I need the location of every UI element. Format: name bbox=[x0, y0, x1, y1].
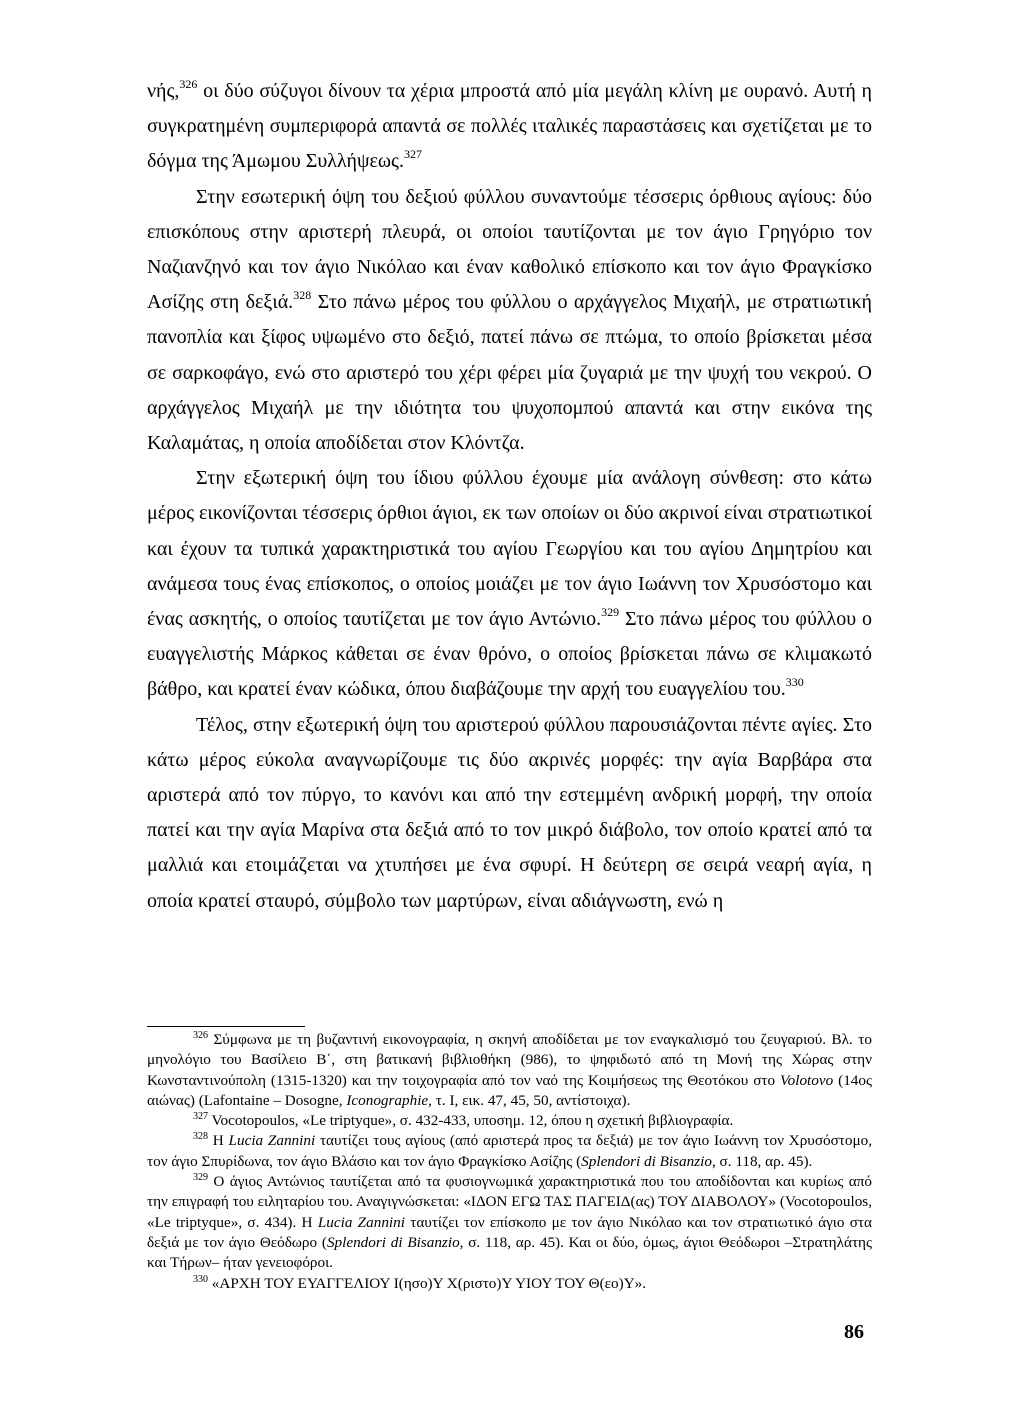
paragraph-text: οι δύο σύζυγοι δίνουν τα χέρια μπροστά από μία μεγάλη κλίνη με ουρανό. Αυτή η συγκρατημένη συμπεριφορά απαντά σε πολλές ιταλικές παραστάσεις και σχετίζεται με το δόγμα της Άμωμου Συλλήψεως. bbox=[147, 80, 872, 173]
footnote-text: Ο άγιος Αντώνιος ταυτίζεται από τα φυσιογνωμικά χαρακτηριστικά που του αποδίδονται και κυρίως από την επιγραφή του ειληταρίου του. Αναγιγνώσκεται: «ΙΔΟΝ ΕΓΩ ΤΑΣ ΠΑΓΕΙΔ(ας) ΤΟΥ ΔΙΑΒΟΛΟΥ» (Vocotopoulos, «Le triptyque», σ. 434). Η bbox=[147, 1173, 872, 1231]
footnote-text: , σ. 118, αρ. 45). bbox=[711, 1152, 813, 1170]
paragraph-text: Στο πάνω μέρος του φύλλου ο ευαγγελιστής Μάρκος κάθεται σε έναν θρόνο, ο οποίος βρίσκεται πάνω σε κλιμακωτό βάθρο, και κρατεί έναν κώδικα, όπου διαβάζουμε την αρχή του ευαγγελίου του. bbox=[147, 608, 872, 701]
footnote-text: Σύμφωνα με τη βυζαντινή εικονογραφία, η σκηνή αποδίδεται με τον εναγκαλισμό του ζευγαριού. Βλ. το μηνολόγιο του Βασίλειο Β΄, στη βατικανή βιβλιοθήκη (986), το ψηφιδωτό από τη Μονή της Χώρας στην Κωνσταντινούπολη (1315-1320) και την τοιχογραφία από τον ναό της Κοιμήσεως της Θεοτόκου στο bbox=[147, 1031, 872, 1089]
footnote-328 bbox=[147, 1131, 872, 1172]
footnote-text: Vocotopoulos, «Le triptyque», σ. 432-433, υποσημ. 12, όπου η σχετική βιβλιογραφία. bbox=[208, 1112, 734, 1130]
footnote-329 bbox=[147, 1172, 872, 1273]
footnote-italic: Splendori di Bisanzio bbox=[581, 1152, 712, 1170]
paragraph-1 bbox=[147, 74, 872, 180]
footnote-number: 328 bbox=[193, 1131, 208, 1143]
footnote-separator bbox=[147, 1026, 305, 1027]
footnote-330 bbox=[147, 1274, 872, 1294]
paragraph-2 bbox=[147, 180, 872, 462]
footnote-text: ταυτίζει τους αγίους (από αριστερά προς τα δεξιά) με τον άγιο Ιωάννη τον Χρυσόστομο, τον άγιο Σπυρίδωνα, τον άγιο Βλάσιο και τον άγιο Φραγκίσκο Ασίζης ( bbox=[147, 1132, 873, 1170]
paragraph-3 bbox=[147, 461, 872, 707]
page-number: 86 bbox=[844, 1321, 864, 1343]
footnote-number: 330 bbox=[193, 1273, 208, 1285]
paragraph-text: Στην εξωτερική όψη του ίδιου φύλλου έχουμε μία ανάλογη σύνθεση: στο κάτω μέρος εικονίζονται τέσσερις όρθιοι άγιοι, εκ των οποίων οι δύο ακρινοί είναι στρατιωτικοί και έχουν τα τυπικά χαρακτηριστικά του αγίου Γεωργίου και του αγίου Δημητρίου και ανάμεσα τους ένας επίσκοπος, ο οποίος μοιάζει με τον άγιο Ιωάννη τον Χρυσόστομο και ένας ασκητής, ο οποίος ταυτίζεται με τον άγιο Αντώνιο. bbox=[147, 467, 872, 631]
footnote-ref: 326 bbox=[179, 77, 198, 91]
footnote-326 bbox=[147, 1030, 872, 1111]
main-text bbox=[147, 74, 872, 919]
footnote-number: 327 bbox=[193, 1111, 208, 1123]
footnote-italic: Lucia Zannini bbox=[228, 1132, 316, 1150]
footnote-italic: Iconographie bbox=[346, 1091, 429, 1109]
footnote-number: 329 bbox=[193, 1172, 208, 1184]
footnotes bbox=[147, 1030, 872, 1294]
footnote-ref: 328 bbox=[293, 288, 312, 303]
footnote-ref: 329 bbox=[601, 605, 620, 620]
footnote-italic: Splendori di Bisanzio bbox=[326, 1233, 460, 1251]
footnote-ref: 327 bbox=[403, 147, 422, 162]
footnote-italic: Volotovo bbox=[780, 1071, 834, 1089]
footnote-text: , σ. 118, αρ. 45). Και οι δύο, όμως, άγιοι Θεόδωροι –Στρατηλάτης και Τήρων– ήταν γενειοφόροι. bbox=[147, 1233, 873, 1272]
paragraph-text: Τέλος, στην εξωτερική όψη του αριστερού φύλλου παρουσιάζονται πέντε αγίες. Στο κάτω μέρος εύκολα αναγνωρίζουμε τις δύο ακρινές μορφές: την αγία Βαρβάρα στα αριστερά από τον πύργο, το κανόνι και από την εστεμμένη ανδρική μορφή, την οποία πατεί και την αγία Μαρίνα στα δεξιά από το τον μικρό διάβολο, τον οποίο κρατεί από τα μαλλιά και ετοιμάζεται να χτυπήσει με ένα σφυρί. Η δεύτερη σε σειρά νεαρή αγία, η οποία κρατεί σταυρό, σύμβολο των μαρτύρων, είναι αδιάγνωστη, ενώ η bbox=[147, 713, 872, 912]
footnote-text: Η bbox=[208, 1132, 229, 1150]
footnote-text: «ΑΡΧΗ ΤΟΥ ΕΥΑΓΓΕΛΙΟΥ Ι(ησο)Υ Χ(ριστο)Υ ΥΙΟΥ ΤΟΥ Θ(εο)Υ». bbox=[208, 1274, 647, 1292]
footnote-text: (14ος αιώνας) (Lafontaine – Dosogne, bbox=[147, 1071, 872, 1109]
footnote-italic: Lucia Zannini bbox=[317, 1213, 405, 1231]
footnote-327 bbox=[147, 1111, 872, 1131]
footnote-text: , τ. I, εικ. 47, 45, 50, αντίστοιχα). bbox=[428, 1091, 631, 1109]
paragraph-text: Στην εσωτερική όψη του δεξιού φύλλου συναντούμε τέσσερις όρθιους αγίους: δύο επισκόπους στην αριστερή πλευρά, οι οποίοι ταυτίζονται με τον άγιο Γρηγόριο τον Ναζιανζηνό και τον άγιο Νικόλαο και έναν καθολικό επίσκοπο και τον άγιο Φραγκίσκο Ασίζης στη δεξιά. bbox=[147, 185, 872, 314]
paragraph-text: Στο πάνω μέρος του φύλλου ο αρχάγγελος Μιχαήλ, με στρατιωτική πανοπλία και ξίφος υψωμένο στο δεξιό, πατεί πάνω σε πτώμα, το οποίο βρίσκεται μέσα σε σαρκοφάγο, ενώ στο αριστερό του χέρι φέρει μία ζυγαριά με την ψυχή του νεκρού. Ο αρχάγγελος Μιχαήλ με την ιδιότητα του ψυχοπομπού απαντά και στην εικόνα της Καλαμάτας, η οποία αποδίδεται στον Κλόντζα. bbox=[147, 291, 873, 455]
footnote-number: 326 bbox=[193, 1030, 208, 1041]
footnote-text: ταυτίζει τον επίσκοπο με τον άγιο Νικόλαο και τον στρατιωτικό άγιο στα δεξιά με τον άγιο Θεόδωρο ( bbox=[147, 1213, 872, 1251]
paragraph-text: νής, bbox=[147, 80, 180, 102]
paragraph-4 bbox=[147, 708, 872, 919]
footnote-ref: 330 bbox=[785, 675, 804, 690]
